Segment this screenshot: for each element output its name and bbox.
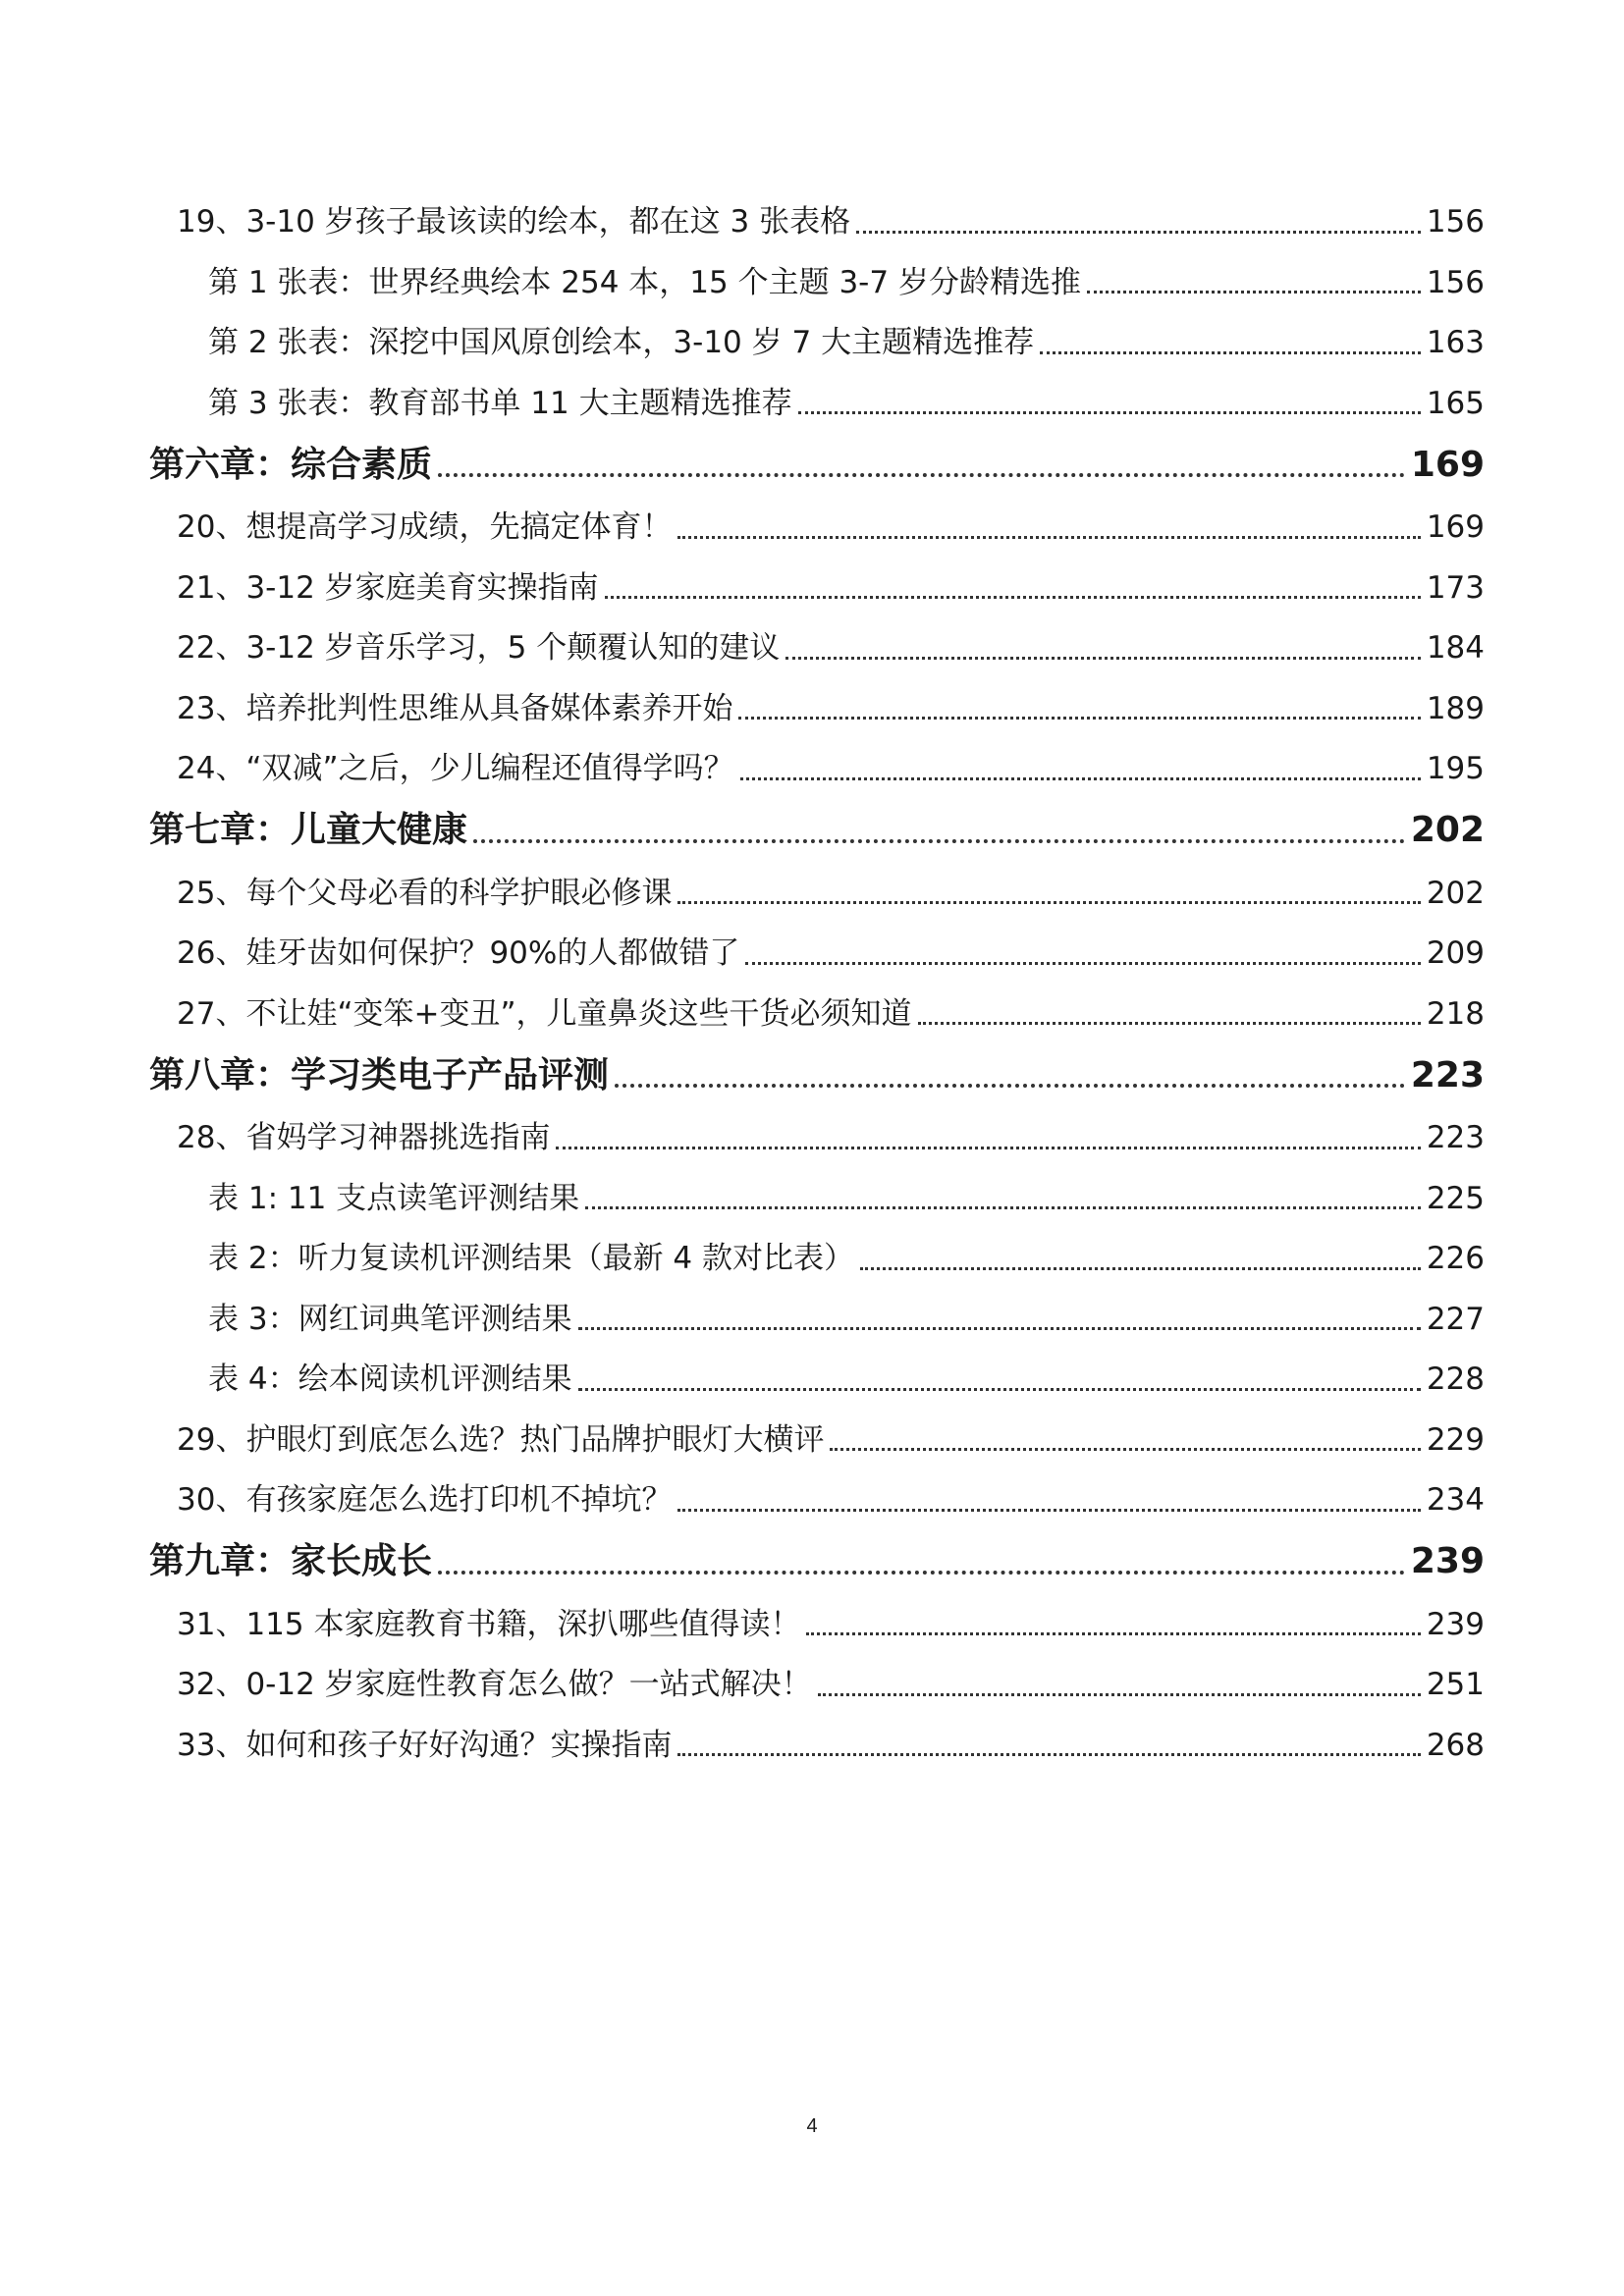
toc-entry-page-number: 229 — [1426, 1421, 1485, 1458]
toc-dot-leader — [605, 596, 1421, 599]
toc-entry-title: 第 1 张表：世界经典绘本 254 本，15 个主题 3-7 岁分龄精选推 — [208, 264, 1081, 300]
table-of-contents — [149, 192, 1485, 1776]
toc-section-entry[interactable] — [149, 1595, 1485, 1656]
toc-entry-page-number: 209 — [1426, 935, 1485, 972]
toc-entry-title: 29、护眼灯到底怎么选？热门品牌护眼灯大横评 — [177, 1421, 825, 1458]
toc-chapter-heading[interactable] — [149, 1044, 1485, 1108]
toc-dot-leader — [738, 717, 1420, 720]
toc-dot-leader — [740, 777, 1421, 780]
toc-section-entry[interactable] — [149, 1411, 1485, 1471]
toc-dot-leader — [677, 901, 1420, 904]
toc-section-entry[interactable] — [149, 924, 1485, 985]
toc-entry-page-number: 218 — [1426, 995, 1485, 1032]
toc-entry-page-number: 239 — [1410, 1541, 1485, 1582]
toc-entry-page-number: 239 — [1426, 1606, 1485, 1642]
toc-subsection-entry[interactable] — [149, 374, 1485, 435]
toc-chapter-heading[interactable] — [149, 800, 1485, 864]
toc-entry-title: 22、3-12 岁音乐学习，5 个颠覆认知的建议 — [177, 630, 781, 667]
toc-entry-page-number: 165 — [1426, 385, 1485, 421]
toc-section-entry[interactable] — [149, 739, 1485, 800]
toc-entry-title: 21、3-12 岁家庭美育实操指南 — [177, 569, 599, 606]
toc-dot-leader — [677, 536, 1420, 539]
toc-dot-leader — [918, 1022, 1421, 1025]
toc-section-entry[interactable] — [149, 1108, 1485, 1169]
toc-section-entry[interactable] — [149, 864, 1485, 925]
toc-entry-page-number: 202 — [1410, 810, 1485, 851]
toc-chapter-heading[interactable] — [149, 1531, 1485, 1595]
toc-entry-page-number: 195 — [1426, 751, 1485, 787]
toc-entry-title: 20、想提高学习成绩，先搞定体育！ — [177, 509, 673, 546]
toc-section-entry[interactable] — [149, 1655, 1485, 1716]
toc-dot-leader — [578, 1327, 1421, 1330]
toc-entry-page-number: 202 — [1426, 875, 1485, 911]
toc-entry-page-number: 268 — [1426, 1727, 1485, 1763]
toc-dot-leader — [556, 1147, 1420, 1149]
toc-entry-page-number: 228 — [1426, 1362, 1485, 1398]
toc-entry-page-number: 163 — [1426, 325, 1485, 361]
toc-entry-title: 第八章：学习类电子产品评测 — [149, 1054, 610, 1095]
toc-section-entry[interactable] — [149, 1716, 1485, 1777]
toc-dot-leader — [1087, 291, 1421, 294]
toc-dot-leader — [677, 1509, 1420, 1512]
toc-entry-page-number: 156 — [1426, 204, 1485, 240]
toc-dot-leader — [473, 839, 1405, 843]
toc-dot-leader — [798, 411, 1421, 414]
toc-entry-title: 表 4：绘本阅读机评测结果 — [208, 1362, 572, 1398]
toc-subsection-entry[interactable] — [149, 1229, 1485, 1290]
toc-section-entry[interactable] — [149, 679, 1485, 740]
toc-dot-leader — [438, 473, 1405, 477]
toc-entry-page-number: 169 — [1410, 444, 1485, 485]
toc-entry-title: 32、0-12 岁家庭性教育怎么做？一站式解决！ — [177, 1667, 812, 1703]
toc-entry-title: 27、不让娃“变笨+变丑”，儿童鼻炎这些干货必须知道 — [177, 995, 912, 1032]
toc-dot-leader — [860, 1267, 1421, 1270]
toc-dot-leader — [818, 1693, 1421, 1696]
toc-section-entry[interactable] — [149, 985, 1485, 1045]
toc-dot-leader — [677, 1753, 1420, 1756]
toc-entry-title: 第九章：家长成长 — [149, 1541, 433, 1582]
toc-entry-title: 31、115 本家庭教育书籍，深扒哪些值得读！ — [177, 1606, 801, 1642]
toc-entry-title: 19、3-10 岁孩子最该读的绘本，都在这 3 张表格 — [177, 204, 851, 240]
toc-entry-page-number: 184 — [1426, 630, 1485, 667]
toc-entry-page-number: 223 — [1426, 1120, 1485, 1156]
toc-section-entry[interactable] — [149, 559, 1485, 619]
toc-entry-title: 表 3：网红词典笔评测结果 — [208, 1301, 572, 1337]
toc-entry-title: 24、“双减”之后，少儿编程还值得学吗？ — [177, 751, 734, 787]
toc-entry-title: 28、省妈学习神器挑选指南 — [177, 1120, 551, 1156]
toc-entry-page-number: 156 — [1426, 264, 1485, 300]
toc-entry-page-number: 173 — [1426, 569, 1485, 606]
toc-section-entry[interactable] — [149, 498, 1485, 559]
toc-dot-leader — [806, 1632, 1420, 1635]
toc-dot-leader — [585, 1206, 1421, 1209]
toc-entry-title: 30、有孩家庭怎么选打印机不掉坑？ — [177, 1482, 673, 1519]
toc-entry-title: 第七章：儿童大健康 — [149, 810, 468, 851]
toc-dot-leader — [785, 657, 1421, 660]
toc-entry-page-number: 225 — [1426, 1180, 1485, 1216]
toc-section-entry[interactable] — [149, 618, 1485, 679]
toc-entry-title: 表 2：听力复读机评测结果（最新 4 款对比表） — [208, 1241, 855, 1277]
toc-entry-page-number: 251 — [1426, 1667, 1485, 1703]
toc-entry-title: 第六章：综合素质 — [149, 444, 433, 485]
toc-entry-page-number: 227 — [1426, 1301, 1485, 1337]
toc-subsection-entry[interactable] — [149, 1350, 1485, 1411]
toc-entry-page-number: 223 — [1410, 1054, 1485, 1095]
toc-entry-title: 表 1: 11 支点读笔评测结果 — [208, 1180, 580, 1216]
toc-entry-title: 33、如何和孩子好好沟通？实操指南 — [177, 1727, 673, 1763]
toc-chapter-heading[interactable] — [149, 434, 1485, 498]
toc-dot-leader — [745, 962, 1420, 965]
toc-subsection-entry[interactable] — [149, 1169, 1485, 1230]
toc-entry-page-number: 226 — [1426, 1241, 1485, 1277]
toc-dot-leader — [830, 1448, 1420, 1451]
toc-entry-page-number: 169 — [1426, 509, 1485, 546]
toc-dot-leader — [1040, 351, 1421, 354]
toc-entry-title: 23、培养批判性思维从具备媒体素养开始 — [177, 690, 733, 726]
toc-entry-title: 第 2 张表：深挖中国风原创绘本，3-10 岁 7 大主题精选推荐 — [208, 325, 1035, 361]
toc-dot-leader — [438, 1571, 1405, 1575]
toc-subsection-entry[interactable] — [149, 253, 1485, 314]
toc-entry-page-number: 189 — [1426, 690, 1485, 726]
toc-entry-page-number: 234 — [1426, 1482, 1485, 1519]
toc-entry-title: 第 3 张表：教育部书单 11 大主题精选推荐 — [208, 385, 792, 421]
toc-section-entry[interactable] — [149, 1470, 1485, 1531]
toc-entry-title: 26、娃牙齿如何保护？90%的人都做错了 — [177, 935, 740, 972]
toc-dot-leader — [856, 231, 1421, 234]
toc-subsection-entry[interactable] — [149, 313, 1485, 374]
toc-entry-title: 25、每个父母必看的科学护眼必修课 — [177, 875, 673, 911]
toc-dot-leader — [615, 1084, 1405, 1088]
page-number: 4 — [806, 2115, 818, 2137]
toc-section-entry[interactable] — [149, 192, 1485, 253]
toc-subsection-entry[interactable] — [149, 1290, 1485, 1351]
toc-dot-leader — [578, 1388, 1421, 1391]
